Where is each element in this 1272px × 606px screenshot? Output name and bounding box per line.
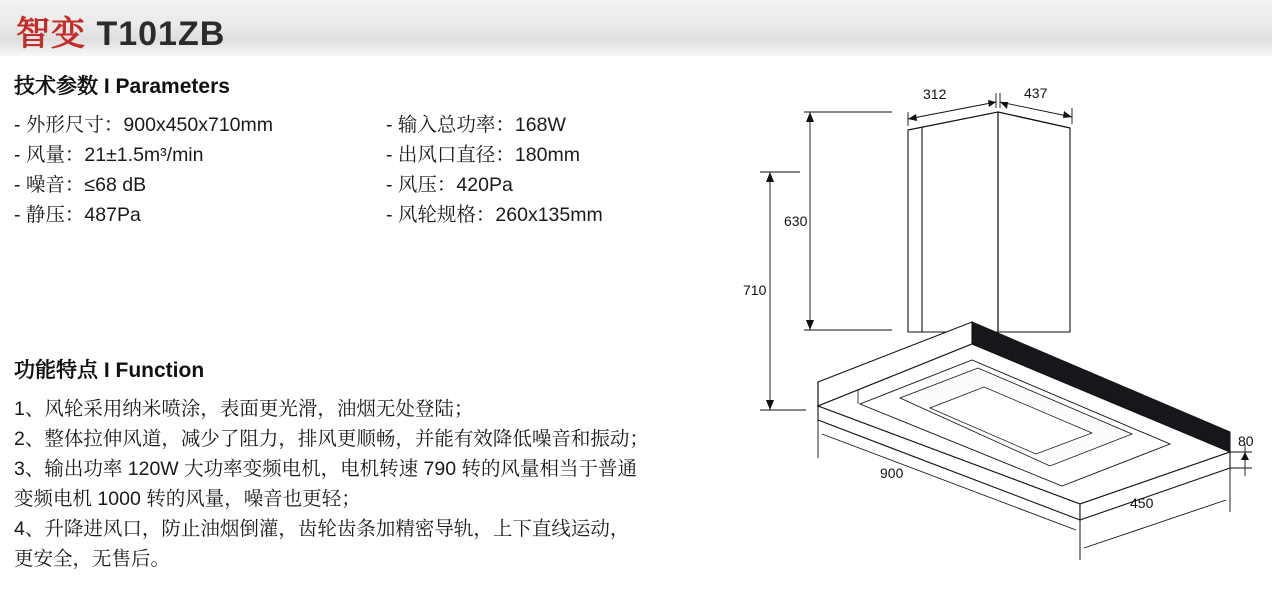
dimension-chimney-height (804, 112, 892, 330)
function-item: 4、升降进风口，防止油烟倒灌，齿轮齿条加精密导轨，上下直线运动， (14, 518, 630, 540)
dimension-label-437: 437 (1024, 85, 1048, 101)
function-item: 1、风轮采用纳米喷涂，表面更光滑，油烟无处登陆； (14, 398, 474, 420)
parameter-item: - 输入总功率：168W (386, 114, 566, 136)
parameters-column-left (14, 110, 384, 230)
page-title-en: T101ZB (96, 15, 226, 53)
product-technical-drawing (740, 60, 1272, 606)
function-item: 变频电机 1000 转的风量，噪音也更轻； (14, 488, 361, 510)
dimension-label-312: 312 (923, 86, 947, 102)
page-title-cn: 智变 (16, 15, 86, 53)
function-item: 更安全，无售后。 (14, 548, 171, 570)
function-heading: 功能特点 I Function (14, 359, 205, 382)
function-item: 3、输出功率 120W 大功率变频电机，电机转速 790 转的风量相当于普通 (14, 458, 637, 480)
dimension-label-80: 80 (1238, 433, 1254, 449)
parameter-item: - 风轮规格：260x135mm (386, 204, 603, 226)
header-band (0, 0, 1272, 56)
dimension-label-630: 630 (784, 213, 808, 229)
parameters-heading: 技术参数 I Parameters (14, 75, 230, 98)
page-title (16, 6, 225, 55)
parameter-item: - 出风口直径：180mm (386, 144, 580, 166)
dimension-label-900: 900 (880, 465, 904, 481)
parameters-column-right (386, 110, 786, 230)
parameter-item: - 风压：420Pa (386, 174, 513, 196)
dimension-label-710: 710 (743, 282, 767, 298)
function-item: 2、整体拉伸风道，减少了阻力，排风更顺畅，并能有效降低噪音和振动； (14, 428, 649, 450)
chimney-group (908, 112, 1070, 332)
dimension-total-height (760, 172, 806, 410)
hood-body-group (818, 322, 1230, 520)
parameter-item: - 风量：21±1.5m³/min (14, 144, 204, 166)
dimension-label-450: 450 (1130, 495, 1154, 511)
range-hood-drawing-svg (740, 60, 1272, 606)
function-section (14, 346, 824, 574)
parameter-item: - 外形尺寸：900x450x710mm (14, 114, 274, 136)
parameter-item: - 噪音：≤68 dB (14, 174, 147, 196)
parameter-item: - 静压：487Pa (14, 204, 141, 226)
